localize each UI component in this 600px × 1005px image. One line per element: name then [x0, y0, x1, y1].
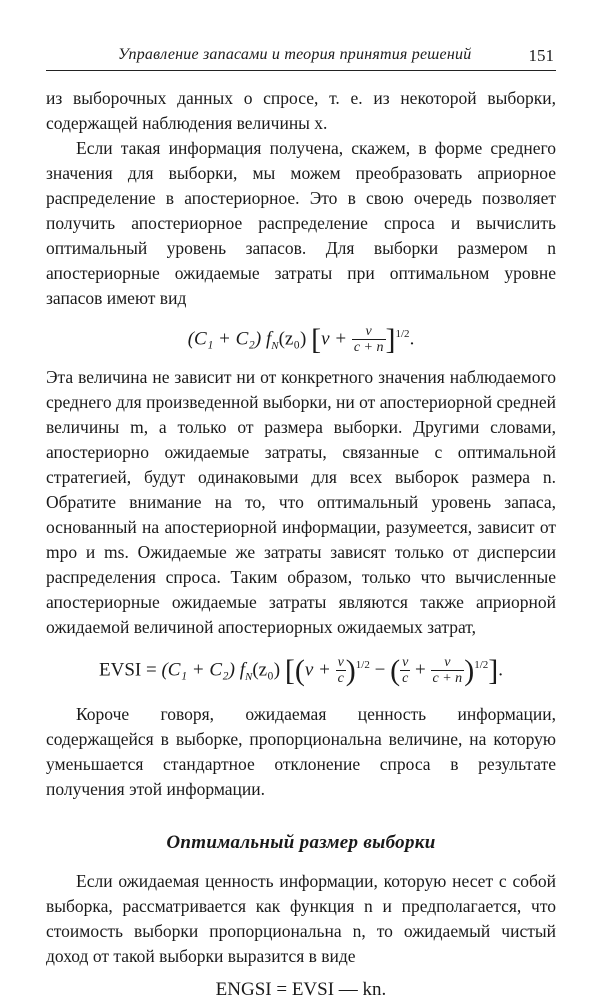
- formula-2-fraction-b2: [431, 655, 465, 686]
- formula-2-fraction-b1: [400, 655, 410, 686]
- formula-2-b-num1: v: [402, 655, 409, 671]
- page-header: [46, 44, 556, 71]
- running-title: Управление запасами и теория принятия решений: [118, 46, 472, 63]
- paragraph-2: Если такая информация получена, скажем, в форме среднего значения для выборки, мы можем преобразовать априорное распределение в апостериорное. Это в свою очередь позволяет получить апостериорное распределение спроса и вычислить оптимальный уровень запасов. Для выборки размером n апостериорные ожидаемые затраты при оптимальном уровне запасов имеют вид: [46, 138, 556, 308]
- page-number: 151: [528, 46, 554, 65]
- formula-2-a-den: c: [337, 671, 344, 687]
- paragraph-3: Эта величина не зависит ни от конкретного значения наблюдаемого среднего для произведенной выборки, ни от апостериорной средней величины m, а только от размера выборки. Другими словами, апостериорно ожидаемые затраты, связанные с оптимальной стратегией, будут одинаковыми для всех выборок размера n. Обратите внимание на то, что оптимальный уровень запаса, основанный на апостериорной информации, разумеется, зависит от mpo и ms. Ожидаемые же затраты зависят только от дисперсии распределения спроса. Таким образом, только что вычисленные апостериорные ожидаемые затраты являются также априорной ожидаемой величиной апостериорных ожидаемых затрат,: [46, 367, 556, 637]
- formula-2-a-num: v: [337, 655, 344, 671]
- paragraph-1: из выборочных данных о спросе, т. е. из некоторой выборки, содержащей наблюдения величины x.: [46, 88, 556, 133]
- formula-2-label: EVSI =: [99, 659, 162, 681]
- formula-1-num: v: [352, 324, 386, 340]
- paragraph-5: Если ожидаемая ценность информации, которую несет с собой выборка, рассматривается как функция n и предполагается, что стоимость выборки пропорциональна n, то ожидаемый чистый доход от такой выборки выразится в виде: [46, 871, 556, 966]
- formula-1-den: c + n: [353, 340, 384, 356]
- formula-2-b-den2: c + n: [432, 671, 463, 687]
- formula-2-b-num2: v: [431, 655, 465, 671]
- formula-1-exp: 1/2: [395, 328, 410, 340]
- formula-1-bracket-open: [: [311, 322, 322, 356]
- formula-2-a-open: v +: [304, 659, 336, 681]
- formula-2-b-den1: c: [402, 671, 409, 687]
- formula-engsi: ENGSI = EVSI — kn.: [215, 979, 387, 1000]
- formula-2-paren-b-open: (: [390, 653, 401, 687]
- formula-2-paren-a-close: ): [345, 653, 356, 687]
- formula-2-tail: .: [498, 659, 503, 681]
- formula-2-minus: −: [369, 659, 391, 681]
- formula-2-paren-a-open: (: [294, 653, 305, 687]
- formula-1-fraction: [352, 324, 386, 355]
- formula-evsi: [46, 650, 556, 690]
- formula-1-bracket-close: ]: [385, 322, 396, 356]
- formula-2-b-plus: +: [410, 659, 431, 681]
- formula-1-tail: .: [409, 328, 415, 350]
- formula-2-bracket-open: [: [284, 653, 295, 687]
- formula-2-fraction-a: [336, 655, 346, 686]
- section-title: Оптимальный размер выборки: [166, 832, 436, 853]
- formula-posterior-cost: [46, 319, 556, 355]
- formula-2-exp1: 1/2: [355, 659, 370, 671]
- formula-2-exp2: 1/2: [474, 659, 489, 671]
- page-body: [46, 86, 556, 1005]
- paragraph-4: Короче говоря, ожидаемая ценность информации, содержащейся в выборке, пропорциональна величине, на которую уменьшается стандартное отклонение спроса в результате получения этой информации.: [46, 704, 556, 799]
- formula-2-prefix: (C₁ + C₂) f: [161, 659, 245, 681]
- formula-2-sub: N: [245, 671, 253, 684]
- formula-1-arg: (z₀): [278, 328, 307, 350]
- formula-2-paren-b-close: ): [464, 653, 475, 687]
- formula-1-sub: N: [271, 340, 279, 353]
- formula-2-arg: (z₀): [252, 659, 281, 681]
- formula-2-bracket-close: ]: [488, 653, 499, 687]
- formula-1-open: v +: [321, 328, 352, 350]
- formula-1-prefix: (C₁ + C₂) f: [187, 328, 272, 350]
